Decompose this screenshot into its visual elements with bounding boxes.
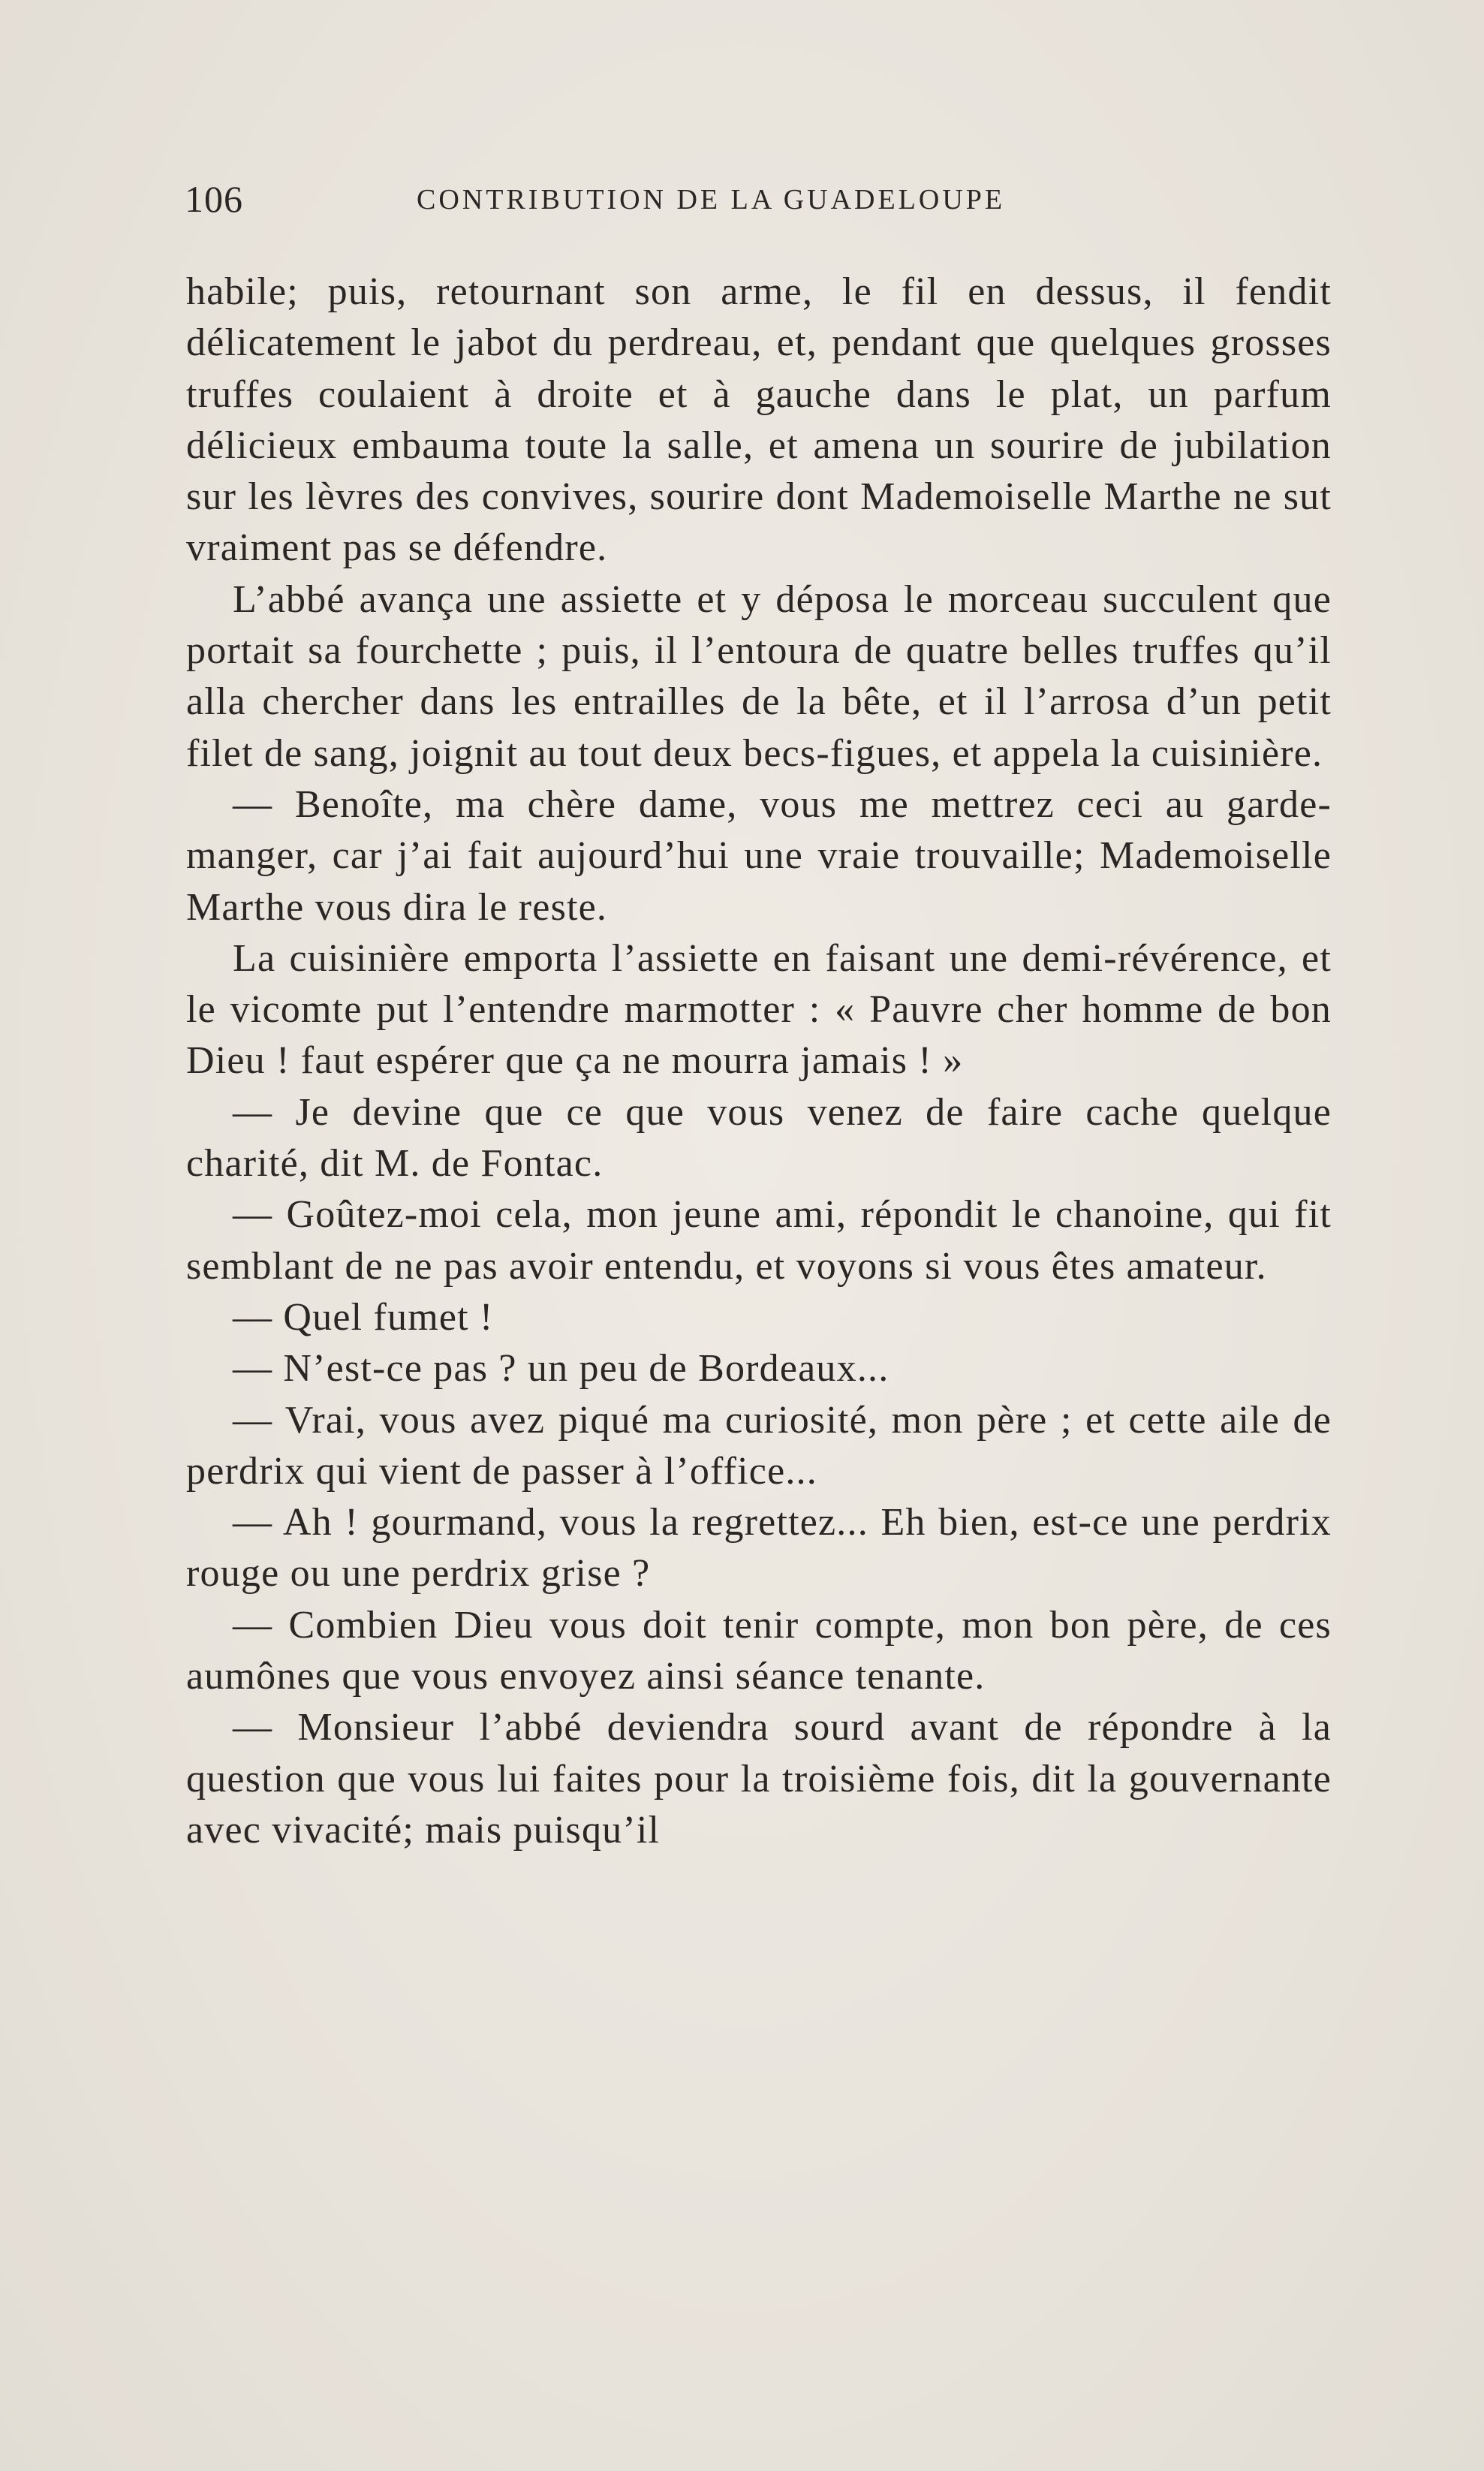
running-title: CONTRIBUTION DE LA GUADELOUPE xyxy=(417,184,1006,215)
paragraph: La cuisinière emporta l’assiette en faisant une demi-révérence, et le vicomte put l’entendre marmotter : « Pauvre cher homme de bon Dieu ! faut espérer que ça ne mourra jamais ! » xyxy=(186,936,1332,1083)
paragraph: habile; puis, retournant son arme, le fil en dessus, il fendit délicatement le jabot du perdreau, et, pendant que quelques grosses truffes coulaient à droite et à gauche dans le plat, un parfum délicieux embauma toute la salle, et amena un sourire de jubilation sur les lèvres des convives, sourire dont Mademoiselle Marthe ne sut vraiment pas se défendre. xyxy=(186,270,1332,570)
page-number: 106 xyxy=(185,178,243,220)
paragraph: — Je devine que ce que vous venez de faire cache quelque charité, dit M. de Fontac. xyxy=(186,1090,1332,1186)
paragraph: — Goûtez-moi cela, mon jeune ami, répondit le chanoine, qui fit semblant de ne pas avoir entendu, et voyons si vous êtes amateur. xyxy=(186,1193,1332,1288)
paragraph: — Quel fumet ! xyxy=(233,1295,494,1339)
paragraph: — Combien Dieu vous doit tenir compte, mon bon père, de ces aumônes que vous envoyez ainsi séance tenante. xyxy=(186,1603,1332,1698)
paragraph: — Monsieur l’abbé deviendra sourd avant de répondre à la question que vous lui faites pour la troisième fois, dit la gouvernante avec vivacité; mais puisqu’il xyxy=(186,1706,1332,1852)
paragraph: — Vrai, vous avez piqué ma curiosité, mon père ; et cette aile de perdrix qui vient de passer à l’office... xyxy=(186,1398,1332,1493)
page-header xyxy=(185,177,1333,230)
body-text xyxy=(186,267,1332,1856)
paragraph: — Ah ! gourmand, vous la regrettez... Eh bien, est-ce une perdrix rouge ou une perdrix grise ? xyxy=(186,1501,1332,1596)
paragraph: L’abbé avança une assiette et y déposa le morceau succulent que portait sa fourchette ; puis, il l’entoura de quatre belles truffes qu’il alla chercher dans les entrailles de la bête, et il l’arrosa d’un petit filet de sang, joignit au tout deux becs-figues, et appela la cuisinière. xyxy=(186,577,1332,775)
paragraph: — N’est-ce pas ? un peu de Bordeaux... xyxy=(233,1347,889,1391)
paragraph: — Benoîte, ma chère dame, vous me mettrez ceci au garde-manger, car j’ai fait aujourd’hui une vraie trouvaille; Mademoiselle Marthe vous dira le reste. xyxy=(186,782,1332,929)
